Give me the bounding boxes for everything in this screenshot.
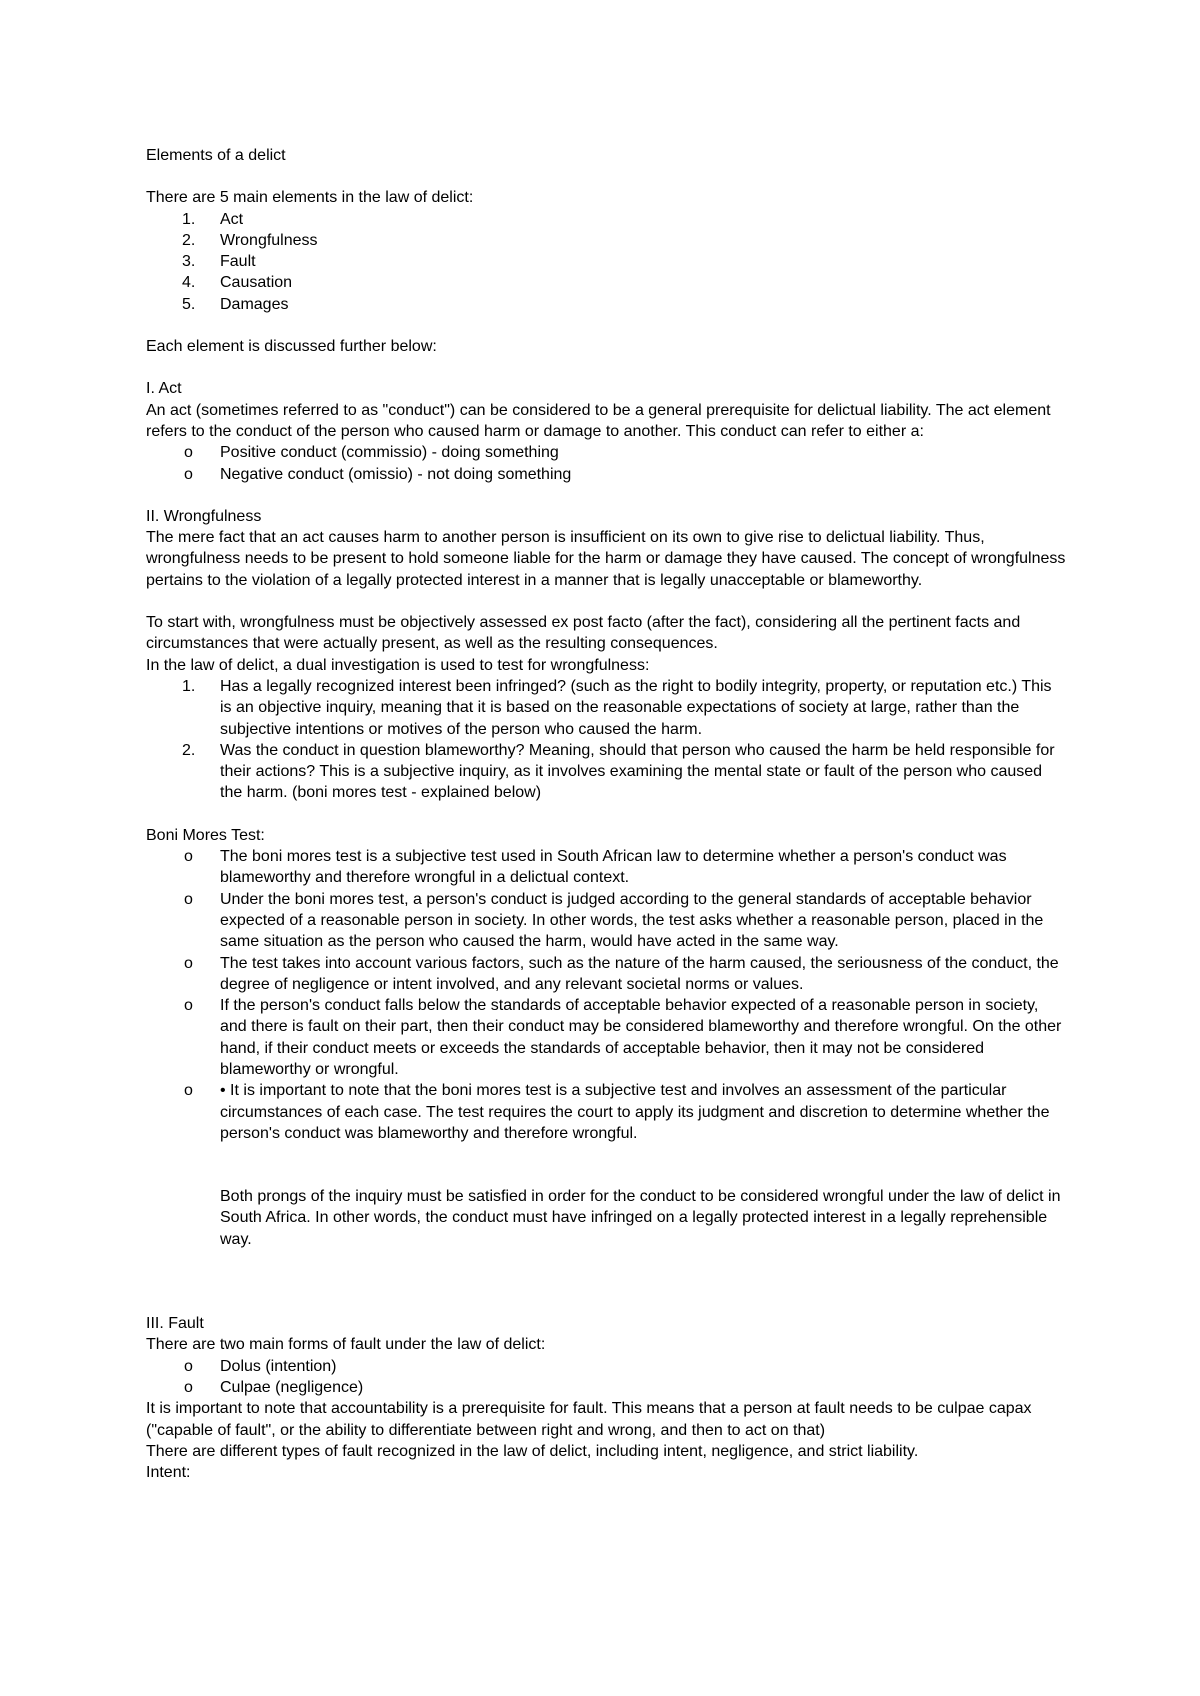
list-item: o Culpae (negligence) xyxy=(184,1378,364,1396)
list-item: o Negative conduct (omissio) - not doing something xyxy=(184,465,572,483)
list-item: 2. Was the conduct in question blameworthy? Meaning, should that person who caused the harm be held responsible for their actions? This is a subjective inquiry, as it involves examining the mental state or fault of the person who caused the harm. (boni mores test - explained below) xyxy=(182,741,1055,802)
list-item: o Under the boni mores test, a person's conduct is judged according to the general standards of acceptable behavior expected of a reasonable person in society. In other words, the test asks whether a reasonable person, placed in the same situation as the person who caused the harm, would have acted in the same way. xyxy=(184,890,1044,951)
fault-paragraph-1: It is important to note that accountability is a prerequisite for fault. This means that a person at fault needs to be culpae capax ("capable of fault", or the ability to differentiate between right and wrong, and then to act on that) xyxy=(146,1400,1036,1439)
intent-label: Intent: xyxy=(146,1464,191,1482)
list-item: o The test takes into account various factors, such as the nature of the harm caused, the seriousness of the conduct, the degree of negligence or intent involved, and any relevant societal norms or values. xyxy=(184,954,1059,993)
section-heading-fault: III. Fault xyxy=(146,1315,204,1333)
boni-mores-conclusion: Both prongs of the inquiry must be satisfied in order for the conduct to be considered wrongful under the law of delict in South Africa. In other words, the conduct must have infringed on a legally protected interest in a legally reprehensible way. xyxy=(220,1188,1065,1248)
fault-paragraph-2: There are different types of fault recognized in the law of delict, including intent, negligence, and strict liability. xyxy=(146,1442,919,1460)
list-item: 4. Causation xyxy=(182,274,293,292)
fault-intro: There are two main forms of fault under the law of delict: xyxy=(146,1336,546,1354)
list-item: 2. Wrongfulness xyxy=(182,231,318,249)
boni-mores-heading: Boni Mores Test: xyxy=(146,826,265,844)
wrongfulness-questions xyxy=(146,676,1066,804)
wrongfulness-paragraph-1: The mere fact that an act causes harm to another person is insufficient on its own to give rise to delictual liability. Thus, wrongfulness needs to be present to hold someone liable for the harm or damage they have caused. The concept of wrongfulness pertains to the violation of a legally protected interest in a manner that is legally unacceptable or blameworthy. xyxy=(146,529,1070,589)
intro-text: There are 5 main elements in the law of delict: xyxy=(146,189,474,207)
list-item: o Positive conduct (commissio) - doing something xyxy=(184,444,559,462)
wrongfulness-paragraph-3: In the law of delict, a dual investigation is used to test for wrongfulness: xyxy=(146,656,650,674)
list-item: o • It is important to note that the boni mores test is a subjective test and involves an assessment of the particular circumstances of each case. The test requires the court to apply its judgment and discretion to determine whether the person's conduct was blameworthy and therefore wrongful. xyxy=(184,1082,1050,1142)
boni-mores-bullets xyxy=(146,846,1066,1144)
wrongfulness-paragraph-2: To start with, wrongfulness must be objectively assessed ex post facto (after the fact), considering all the pertinent facts and circumstances that were actually present, as well as the resulting consequences. xyxy=(146,614,1025,653)
list-item: o Dolus (intention) xyxy=(184,1357,337,1375)
act-paragraph: An act (sometimes referred to as "conduct") can be considered to be a general prerequisite for delictual liability. The act element refers to the conduct of the person who caused harm or damage to another. This conduct can refer to either a: xyxy=(146,401,1056,440)
list-item: 5. Damages xyxy=(182,295,289,313)
fault-bullets xyxy=(146,1356,1066,1399)
document-title: Elements of a delict xyxy=(146,147,286,164)
act-bullets xyxy=(146,442,1066,485)
list-item: 3. Fault xyxy=(182,253,256,271)
section-heading-act: I. Act xyxy=(146,380,182,398)
elements-list xyxy=(146,209,1066,315)
list-item: o The boni mores test is a subjective test used in South African law to determine whether a person's conduct was blameworthy and therefore wrongful in a delictual context. xyxy=(184,848,1007,887)
list-item: o If the person's conduct falls below the standards of acceptable behavior expected of a reasonable person in society, and there is fault on their part, then their conduct may be considered blameworthy and therefore wrongful. On the other hand, if their conduct meets or exceeds the standards of acceptable behavior, then it may not be considered blameworthy or wrongful. xyxy=(184,997,1062,1078)
document-page xyxy=(146,145,1070,1483)
discussion-intro: Each element is discussed further below: xyxy=(146,338,437,356)
section-heading-wrongfulness: II. Wrongfulness xyxy=(146,507,262,525)
list-item: 1. Has a legally recognized interest been infringed? (such as the right to bodily integrity, property, or reputation etc.) This is an objective inquiry, meaning that it is based on the reasonable expectations of society at large, rather than the subjective intentions or motives of the person who caused the harm. xyxy=(182,677,1052,738)
list-item: 1. Act xyxy=(182,210,244,228)
